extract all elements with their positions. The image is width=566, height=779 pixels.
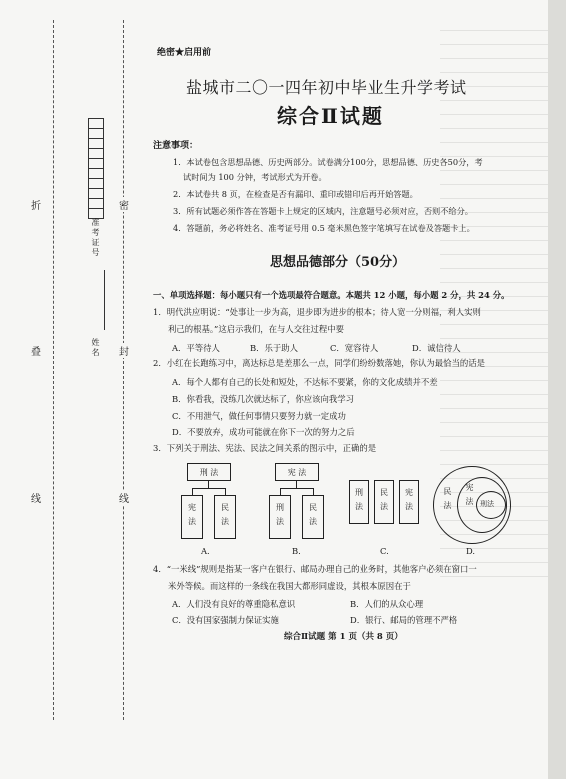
diagram-a-left-box (181, 495, 203, 539)
box-text: 宪法 (404, 488, 414, 516)
exam-title: 盐城市二〇一四年初中毕业生升学考试 (186, 78, 467, 97)
exam-id-label: 准考证号 (91, 218, 100, 258)
q1-option-d[interactable]: D．诚信待人 (412, 343, 461, 353)
q2-option-a[interactable]: A．每个人都有自己的长处和短处，不达标不要紧，你的文化成绩并不差 (172, 377, 438, 387)
q1-option-c[interactable]: C．宽容待人 (330, 343, 379, 353)
diagram-b-top-box: 宪 法 (275, 463, 319, 481)
diagram-a-connector (192, 488, 193, 495)
box-text: 刑法 (354, 488, 364, 516)
diagram-d-outer-text: 民法 (443, 487, 452, 515)
diagram-b-right-box (302, 495, 324, 539)
section-title: 思想品德部分（50分） (270, 255, 406, 270)
box-text: 刑法 (275, 503, 285, 531)
q2-option-b[interactable]: B．你看我，没练几次就达标了，你应该向我学习 (172, 394, 355, 404)
diagram-a-connector (192, 488, 225, 489)
paper-title: 综合Ⅱ试题 (277, 104, 384, 128)
q4-option-c[interactable]: C．没有国家强制力保证实施 (172, 615, 279, 625)
q4-stem-cont: 米外等候。而这样的一条线在我国大都形同虚设，其根本原因在于 (168, 581, 411, 591)
seal-line-right (123, 20, 124, 720)
diagram-b-connector (296, 480, 297, 488)
diagram-d-label: D. (466, 546, 476, 556)
notice-item-3: 3．所有试题必须作答在答题卡上规定的区域内，注意题号必须对应，否则不给分。 (173, 206, 473, 216)
q4-option-d[interactable]: D．银行、邮局的管理不严格 (350, 615, 458, 625)
diagram-c-box-3 (399, 480, 419, 524)
q1-stem: 1．明代洪应明说：“处事让一步为高，退步即为进步的根本；待人宽一分则福，利人实则 (153, 307, 481, 317)
diagram-a-connector (208, 480, 209, 488)
diagram-b-connector (280, 488, 313, 489)
name-underline[interactable] (104, 270, 105, 330)
notice-item-2: 2．本试卷共 8 页，在检查是否有漏印、重印或错印后再开始答题。 (173, 189, 418, 199)
fold-line-left (53, 20, 54, 720)
diagram-d-middle-text: 宪法 (465, 483, 474, 511)
q1-stem-cont: 利己的根基。”这启示我们，在与人交往过程中要 (168, 324, 344, 334)
diagram-a-connector (225, 488, 226, 495)
q4-stem: 4．“一米线”规则是指某一客户在银行、邮局办理自己的业务时，其他客户必须在窗口一 (153, 564, 477, 574)
section-instruction: 一、单项选择题：每小题只有一个选项最符合题意。本题共 12 小题，每小题 2 分，共 24 分。 (153, 290, 510, 300)
seal-char-2: 封 (119, 343, 129, 358)
diagram-b-label: B. (292, 546, 301, 556)
diagram-a-right-box (214, 495, 236, 539)
diagram-a-top-box: 刑 法 (187, 463, 231, 481)
diagram-d-inner-text: 刑法 (480, 500, 494, 508)
notice-heading: 注意事项： (153, 141, 199, 151)
box-text: 宪法 (187, 503, 197, 531)
q2-option-c[interactable]: C．不用泄气，做任何事情只要努力就一定成功 (172, 411, 346, 421)
q3-stem: 3．下列关于刑法、宪法、民法之间关系的图示中，正确的是 (153, 443, 377, 453)
q2-option-d[interactable]: D．不要放弃，成功可能就在你下一次的努力之后 (172, 427, 355, 437)
notice-item-1-cont: 试时间为 100 分钟，考试形式为开卷。 (183, 172, 327, 182)
secret-mark: 绝密★启用前 (157, 48, 212, 58)
diagram-b-connector (313, 488, 314, 495)
diagram-b-connector (280, 488, 281, 495)
box-text: 民法 (220, 503, 230, 531)
exam-id-grid[interactable] (88, 118, 104, 219)
page-footer: 综合Ⅱ试题 第 1 页（共 8 页） (284, 632, 403, 642)
notice-item-1: 1．本试卷包含思想品德、历史两部分。试卷满分100分，思想品德、历史各50分，考 (173, 157, 483, 167)
notice-item-4: 4．答题前，务必将姓名、准考证号用 0.5 毫米黑色签字笔填写在试卷及答题卡上。 (173, 223, 475, 233)
diagram-c-box-1 (349, 480, 369, 524)
q2-stem: 2．小红在长跑练习中，离达标总是差那么一点，同学们纷纷数落她，你认为最恰当的话是 (153, 358, 485, 368)
diagram-c-label: C. (380, 546, 389, 556)
diagram-c-box-2 (374, 480, 394, 524)
q4-option-b[interactable]: B．人们的从众心理 (350, 599, 424, 609)
seal-char-1: 密 (119, 197, 129, 212)
box-text: 民法 (379, 488, 389, 516)
fold-char-2: 叠 (31, 347, 41, 358)
fold-char-1: 折 (31, 201, 41, 212)
seal-char-3: 线 (119, 490, 129, 505)
scan-edge (548, 0, 566, 779)
diagram-b-left-box (269, 495, 291, 539)
name-label: 姓名 (91, 338, 100, 358)
q1-option-b[interactable]: B．乐于助人 (250, 343, 299, 353)
q1-option-a[interactable]: A．平等待人 (172, 343, 220, 353)
diagram-a-label: A. (201, 546, 210, 556)
q4-option-a[interactable]: A．人们没有良好的尊重隐私意识 (172, 599, 296, 609)
box-text: 民法 (308, 503, 318, 531)
fold-char-3: 线 (31, 494, 41, 505)
